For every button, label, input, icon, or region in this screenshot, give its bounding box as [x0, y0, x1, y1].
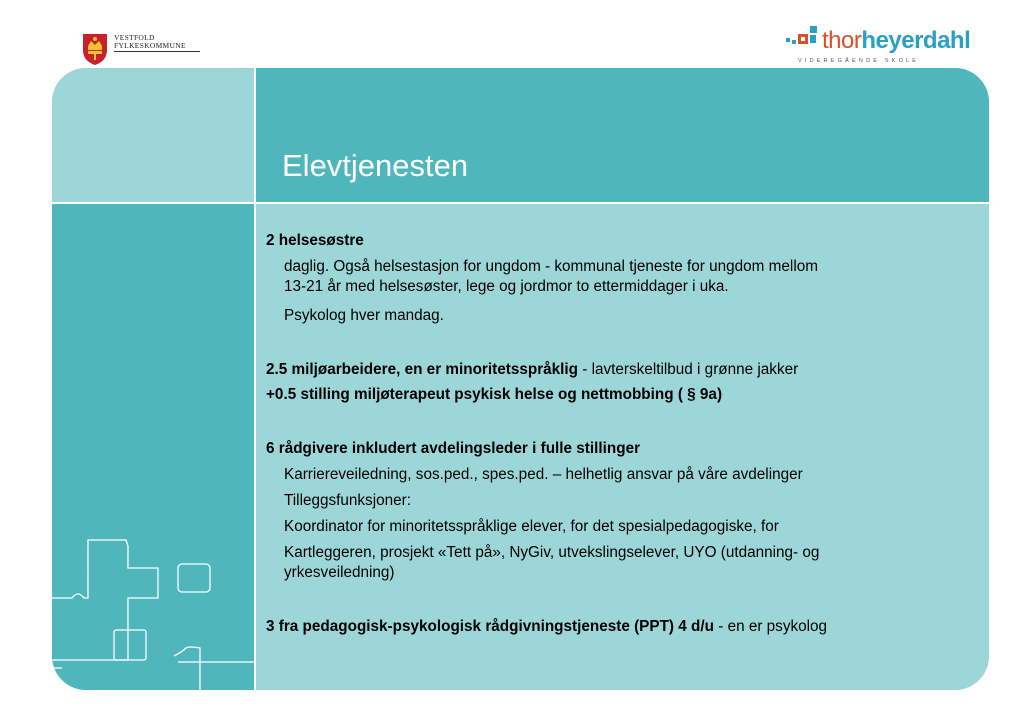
koord-line: Koordinator for minoritetsspråklige elever, for det spesialpedagogiske, for	[284, 518, 779, 535]
puzzle-decoration	[52, 538, 254, 690]
helse-line-2: 13-21 år med helsesøster, lege og jordmor to ettermiddager i uka.	[284, 278, 729, 295]
logo-rule	[114, 51, 200, 52]
slide-corner-panel	[52, 68, 254, 202]
miljo-bold: 2.5 miljøarbeidere, en er minoritetsspråklig	[266, 361, 579, 378]
content-text	[266, 231, 988, 637]
kartl-line-2: yrkesveiledning)	[284, 564, 395, 581]
helse-line-1: daglig. Også helsestasjon for ungdom - kommunal tjeneste for ungdom mellom	[284, 258, 818, 275]
miljo-rest: - lavterskeltilbud i grønne jakker	[578, 361, 799, 378]
vertical-divider	[254, 68, 256, 690]
ppt-rest: - en er psykolog	[713, 618, 828, 635]
kartl-line-1: Kartleggeren, prosjekt «Tett på», NyGiv, utvekslingselever, UYO (utdanning- og	[284, 544, 820, 561]
vestfold-fylkeskommune-logo	[82, 32, 212, 68]
ppt-line	[266, 617, 988, 637]
tillegg-line: Tilleggsfunksjoner:	[284, 492, 411, 509]
logo-wordmark	[822, 28, 970, 54]
ppt-bold: 3 fra pedagogisk-psykologisk rådgivningstjeneste (PPT) 4 d/u	[266, 618, 714, 635]
logo-line-1: VESTFOLD	[114, 33, 155, 42]
logo-line-2: FYLKESKOMMUNE	[114, 41, 186, 50]
logo-word-heyerdahl: heyerdahl	[861, 27, 971, 54]
crest-icon	[82, 32, 108, 66]
logo-subtitle: VIDEREGÅENDE SKOLE	[798, 58, 920, 64]
slide-title: Elevtjenesten	[282, 148, 469, 183]
horizontal-divider	[52, 202, 989, 204]
logo-word-thor: thor	[822, 27, 862, 54]
psykolog-line: Psykolog hver mandag.	[284, 307, 444, 324]
thorheyerdahl-logo	[786, 22, 976, 68]
radgivere-heading: 6 rådgivere inkludert avdelingsleder i fulle stillinger	[266, 440, 641, 457]
karriere-line: Karriereveiledning, sos.ped., spes.ped. – helhetlig ansvar på våre avdelinger	[284, 466, 803, 483]
terapeut-line: +0.5 stilling miljøterapeut psykisk helse og nettmobbing ( § 9a)	[266, 386, 723, 403]
miljo-line	[266, 360, 988, 380]
thorheyerdahl-logo-icon	[786, 26, 820, 52]
logo-text	[114, 34, 186, 50]
helse-heading: 2 helsesøstre	[266, 232, 364, 249]
